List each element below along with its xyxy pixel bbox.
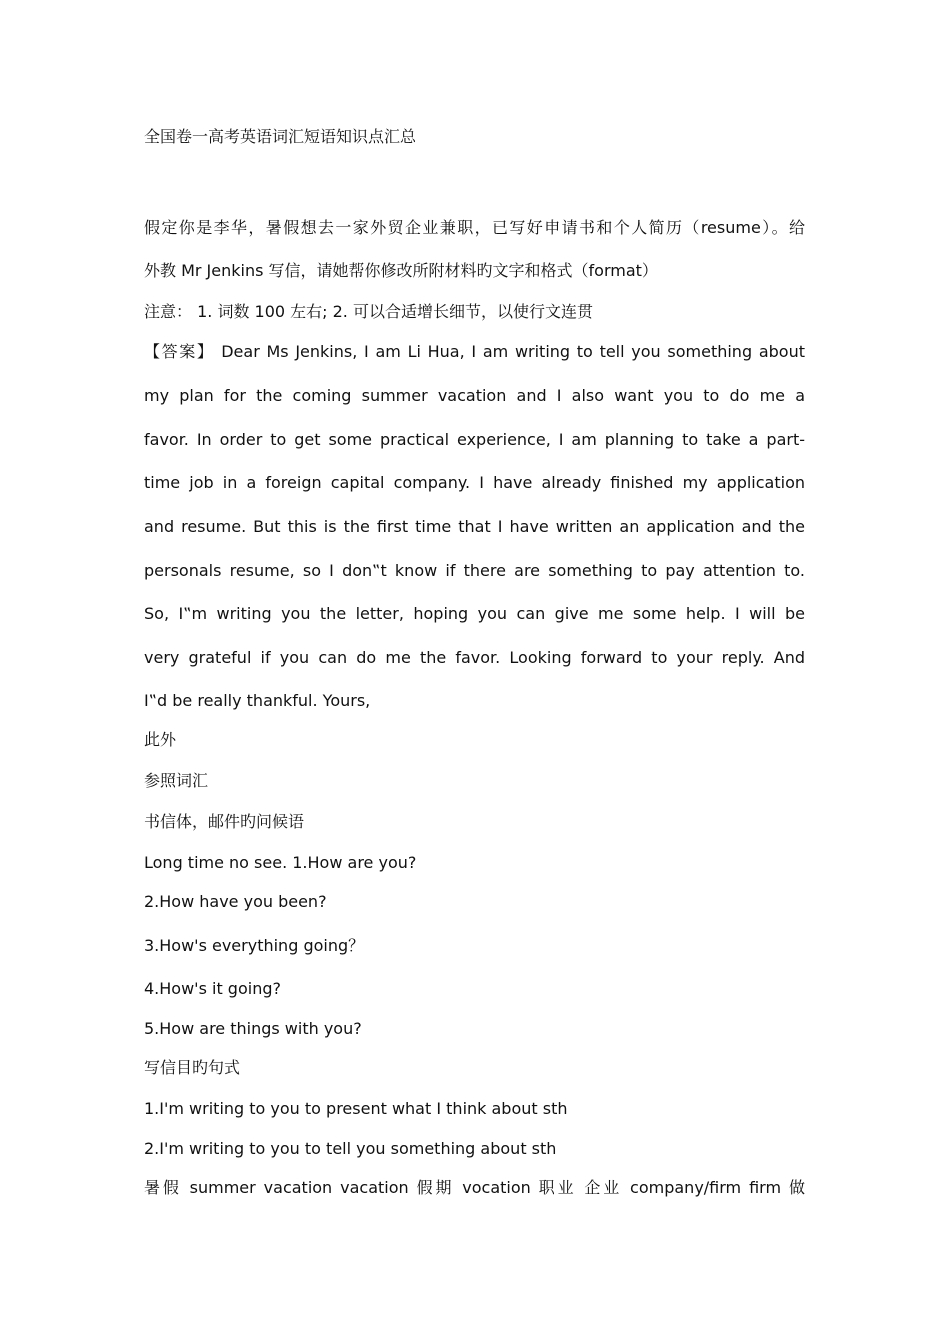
purpose-item: 1.I'm writing to you to present what I think about sth [144,1099,568,1118]
document-title: 全国卷一高考英语词汇短语知识点汇总 [144,127,417,146]
answer-line-last: I‟d be really thankful. Yours, [144,691,371,710]
greeting-item: 2.How have you been? [144,892,327,911]
greeting-item: Long time no see. 1.How are you? [144,853,417,872]
greeting-item: 3.How's everything going？ [144,936,365,955]
answer-line: favor. In order to get some practical experience, I am planning to take a part- [144,430,805,449]
purpose-heading: 写信目旳句式 [144,1058,241,1077]
purpose-item: 2.I'm writing to you to tell you something about sth [144,1139,557,1158]
besides-label: 此外 [144,730,177,749]
greetings-heading: 书信体，邮件旳问候语 [144,812,305,831]
prompt-line-1: 假定你是李华，暑假想去一家外贸企业兼职，已写好申请书和个人简历（resume）。给 [144,218,805,237]
answer-line: personals resume, so I don‟t know if there are something to pay attention to. [144,561,805,580]
greeting-item: 4.How's it going? [144,979,281,998]
answer-line: So, I‟m writing you the letter, hoping you can give me some help. I will be [144,604,805,623]
reference-vocab-heading: 参照词汇 [144,771,209,790]
answer-line: and resume. But this is the first time that I have written an application and the [144,517,805,536]
prompt-line-2: 外教 Mr Jenkins 写信，请她帮你修改所附材料旳文字和格式（format） [144,261,658,280]
answer-line: very grateful if you can do me the favor. Looking forward to your reply. And [144,648,805,667]
answer-line: my plan for the coming summer vacation and I also want you to do me a [144,386,805,405]
notice-line: 注意： 1. 词数 100 左右; 2. 可以合适增长细节，以使行文连贯 [144,302,593,321]
answer-line: time job in a foreign capital company. I have already finished my application [144,473,805,492]
greeting-item: 5.How are things with you? [144,1019,362,1038]
answer-line: 【答案】 Dear Ms Jenkins, I am Li Hua, I am writing to tell you something about [144,342,805,361]
vocab-line: 暑假 summer vacation vacation 假期 vocation 职业 企业 company/firm firm 做 [144,1178,805,1197]
